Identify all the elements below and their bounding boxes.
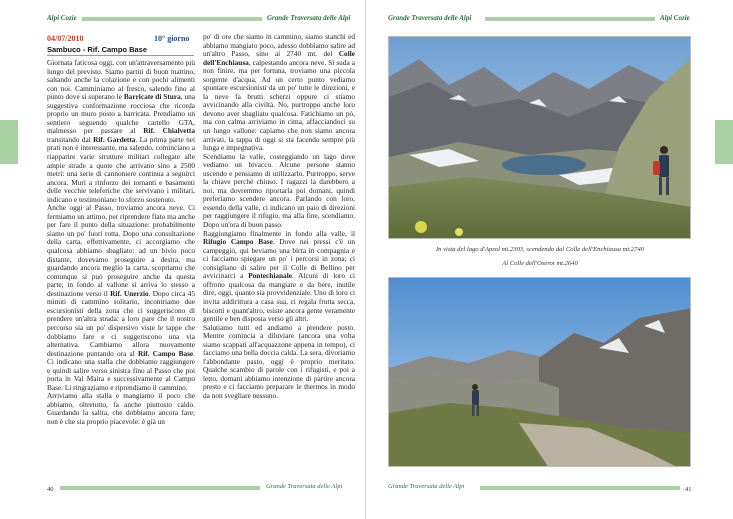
text-column-1 (47, 59, 195, 427)
left-page (0, 0, 366, 519)
side-thumb-tab (715, 120, 733, 164)
photo-colle-oserot (388, 277, 691, 467)
paragraph: Arriviamo alla stalla e mangiamo il poco che abbiamo, oltretutto, fa anche piuttosto caldo. Guardando la salita, che dobbiamo ancora fare; non è che sia proprio piacevole: è già un (47, 391, 195, 426)
page-number: 40 (47, 486, 54, 493)
paragraph: Anche oggi al Passo, troviamo ancora neve. Ci fermiamo un attimo, per riprendere fiato ma anche per fare il punto della situazione: probabilmente siamo un po' fuori rotta. Dopo una consultazione della carta, effettivamente, ci accorgiamo che qualcosa abbiamo sbagliato: ad un bivio poco distante, dovevamo proseguire a destra, ma guardando ancora meglio la carta, scopriamo che comunque si può proseguire anche da questa parte; in fondo al vallone si arriva lo stesso a destinazione verso il Rif. Unerzio. Dopo circa 45 minuti di cammino solitario, incontriamo due escursionisti della zona che ci suggeriscono di prendere un'altra strada: a loro pare che il nostro percorso sia un po' dispersivo viste le tappe che dobbiamo fare e ci suggeriscono una via alternativa. Cambiamo allora nuovamente destinazione puntando ora al Rif. Campo Base. Ci indicano una stalla che dobbiamo raggiungere e quindi salire verso sinistra fino al Passo che poi porta in Val Maira e successivamente al Campo Base. Li ringraziamo e riprendiamo il cammino. (47, 203, 195, 392)
right-page (367, 0, 733, 519)
header-right-label: Alpi Cozie (660, 14, 690, 22)
header-left-label: Alpi Cozie (47, 14, 77, 22)
text-column-2 (203, 33, 355, 401)
photo-lago-apzol (388, 36, 691, 239)
header-bar (82, 17, 262, 21)
paragraph: Scendiamo la valle, costeggiando un lago dove vediamo un bivacco. Alcune persone stanno uscendo e pensiamo di utilizzarlo. Purtroppo, serve la chiave perché chiuso. I ragazzi la darebbero a noi, ma dovremmo riportarla poi domani, quindi preferiamo scendere ancora. Parlando con loro, essendo della valle, ci indicano un paio di direzioni per raggiungere il rifugio, ma alla fine, scendiamo. Dopo un'ora di buon passo. (203, 151, 355, 230)
title-rule (47, 55, 194, 56)
footer-label: Grande Traversata delle Alpi (266, 483, 343, 490)
paragraph: Giornata faticosa oggi, con un'attraversamento più lungo del previsto. Siamo partiti di buon mattino, saltando anche la colazione e con pochi alimenti con noi. Camminiamo al fresco, salendo fino al punto dove si superano le Barricate di Stura, una suggestiva conformazione rocciosa che ricorda proprio un muro posto a barricata. Prendiamo un sentiero seguendo qualche cartello GTA, malmesso per passare al Rif. Chialvetta transitando dal Rif. Gardetta. La prima parte nei prati non è interessante, ma salendo, cominciano a riapparire varie strutture militari collegate alle ampie strade a quote che arrivano sino a 2500 metri: una serie di cannoniere continua a seguirci ancora. Muri a rinforzo dei tornanti e basamenti delle vecchie teleferiche che servivano i militari, indicano e testimoniano lo sforzo sostenuto. (47, 58, 196, 204)
page-number: 41 (685, 486, 692, 493)
side-thumb-tab (0, 120, 18, 164)
stage-title: Sambuco - Rif. Campo Base (47, 45, 148, 54)
header-right-label: Grande Traversata delle Alpi (267, 14, 351, 22)
paragraph: Salutiamo tutti ed andiamo a prendere posto. Mentre comincia a diluviare (ancora una volta siamo scappati all'acquazzone appena in tempo), ci facciamo una bella doccia calda. La sera, divoriamo l'abbondante pasto, oggi è proprio meritato. Qualche scambio di parole con i rifugisti, e poi a letto, domani abbiamo intenzione di partire ancora presto e ci facciamo preparare le thermos in modo da non svegliare nessuno. (203, 322, 355, 400)
footer-bar (480, 486, 680, 490)
entry-day: 10° giorno (154, 34, 190, 43)
photo-caption-2: Al Colle dell'Oserot mt.2640 (502, 260, 578, 267)
header-bar (485, 17, 655, 21)
footer-label: Grande Traversata delle Alpi (388, 483, 465, 490)
paragraph: po' di ore che siamo in cammino, siamo stanchi ed abbiamo mangiato poco, adesso dobbiamo salire ad un'altro Passo, sino ai 2740 mt. del Colle dell'Enchiausa, calpestando ancora neve. Si suda a non finire, ma per fortuna, troviamo una piccola sorgente d'acqua. Ad un certo punto vediamo spuntare escursionisti da un po' tutte le direzioni, e la neve fa brutti scherzi oppure ci stiamo avvicinando alla civiltà. No, purtroppo anche loro devono aver sbagliato qualcosa. Fatichiamo un pò, ma con calma arriviamo in cima, affacciandoci su un lungo vallone: capiamo che non siamo ancora arrivati, la tappa di oggi si sta facendo sempre più lunga e impegnativa. (203, 32, 355, 153)
paragraph: Raggiungiamo finalmente in fondo alla valle, il Rifugio Campo Base. Dove nei pressi c'è un campeggio, qui beviamo una birra in compagnia e ci facciamo spiegare un po' i percorsi in zona; ci consigliano di salire per il Colle di Bellino per avvicinarci a Pontechianale. Alcuni di loro ci offrono qualcosa da mangiare e da bere, inutile dire, oggi, quanto sia provvidenziale. Uno di loro ci invita addirittura a casa sua, ci regala frutta secca, biscotti e quant'altro, esiste ancora gente veramente gentile e ben disposta verso gli altri. (203, 228, 356, 324)
header-left-label: Grande Traversata delle Alpi (388, 14, 472, 22)
entry-date: 04/07/2010 (47, 34, 84, 43)
footer-bar (60, 486, 260, 490)
photo-caption-1: In vista del lago d'Apzol mt.2303, scendendo dal Colle dell'Enchiausa mt.2740 (435, 246, 645, 253)
